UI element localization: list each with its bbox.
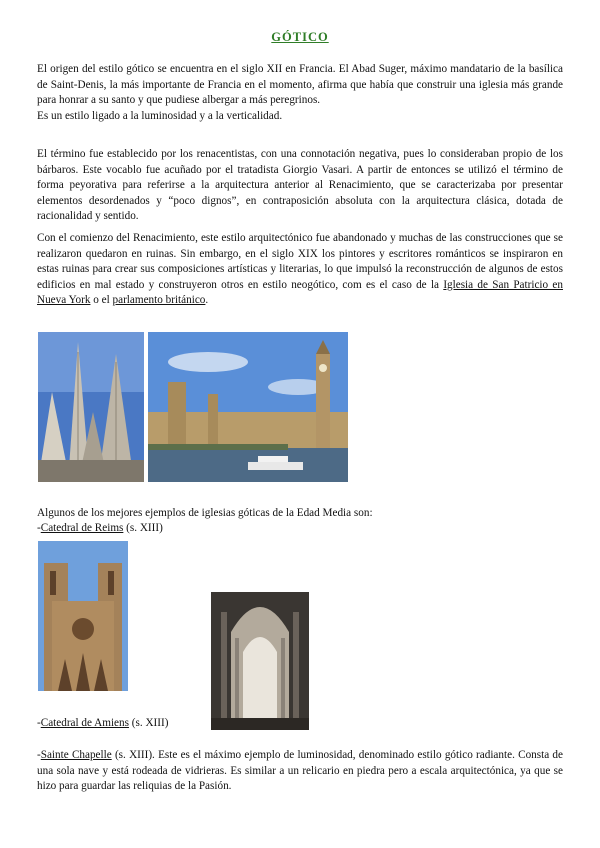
reims-caption bbox=[37, 521, 163, 536]
examples-intro: Algunos de los mejores ejemplos de iglesias góticas de la Edad Media son: bbox=[37, 507, 373, 519]
amiens-prefix: - bbox=[37, 717, 41, 729]
page-title: GÓTICO bbox=[271, 30, 329, 44]
paragraph-term bbox=[37, 147, 563, 225]
reims-suffix: (s. XIII) bbox=[123, 522, 163, 534]
paragraph-renaissance-text: Con el comienzo del Renacimiento, este estilo arquitectónico fue abandonado y muchas de las construcciones que se realizaron quedaron en ruinas. Sin embargo, en el siglo XIX los pintores y escritores románticos se inspiraron en estas ruinas para crear sus composiciones artísticas y literarias, lo que impulsó la reconstrucción de algunos de estos edificios en mal estado y construyeron otros en estilo neogótico, com es el caso de la bbox=[37, 232, 563, 291]
san-patricio-image bbox=[38, 332, 144, 482]
paragraph-term-text: El término fue establecido por los renacentistas, con una connotación negativa, pues lo consideraban propio de los bárbaros. Este vocablo fue acuñado por el tratadista Giorgio Vasari. A partir de entonces se utilizó el término de forma peyorativa para referirse a la arquitectura anterior al Renacimiento, que se caracterizaba por presentar elementos desordenados y “poco dignos”, en contraposición absoluta con la arquitectura clásica, dotada de racionalidad y sentido. bbox=[37, 148, 563, 223]
link-parlamento[interactable]: parlamento británico bbox=[112, 294, 206, 307]
paragraph-renaissance bbox=[37, 231, 563, 309]
link-amiens[interactable]: Catedral de Amiens bbox=[40, 717, 129, 729]
parlamento-image bbox=[148, 332, 348, 482]
paragraph-chapelle bbox=[37, 748, 563, 795]
amiens-caption bbox=[37, 716, 168, 731]
chapelle-prefix: - bbox=[37, 749, 41, 761]
link-sainte-chapelle[interactable]: Sainte Chapelle bbox=[40, 749, 112, 761]
paragraph-renaissance-mid: o el bbox=[90, 294, 113, 307]
amiens-suffix: (s. XIII) bbox=[128, 717, 169, 729]
amiens-image bbox=[211, 592, 309, 730]
paragraph-origin-text: El origen del estilo gótico se encuentra en el siglo XII en Francia. El Abad Suger, máximo mandatario de la basílica de Saint-Denis, la más importante de Francia en el momento, afirma que había que construir una iglesia más grande para honrar a su santo y que pudiese albergar a más peregrinos. bbox=[37, 63, 563, 107]
link-san-patricio[interactable]: Iglesia de San Patricio en Nueva York bbox=[37, 278, 563, 307]
reims-prefix: - bbox=[37, 522, 41, 534]
link-reims[interactable]: Catedral de Reims bbox=[40, 522, 124, 534]
paragraph-origin bbox=[37, 62, 563, 124]
reims-image bbox=[38, 541, 128, 691]
paragraph-renaissance-end: . bbox=[205, 294, 209, 307]
chapelle-text: (s. XIII). Este es el máximo ejemplo de luminosidad, denominado estilo gótico radiante. Consta de una sola nave y está rodeada de vidrieras. Es similar a un relicario en piedra pero a escala arquitectónica, ya que se hizo para guardar las reliquias de la Pasión. bbox=[37, 749, 563, 793]
paragraph-origin-line2: Es un estilo ligado a la luminosidad y a la verticalidad. bbox=[37, 109, 283, 122]
